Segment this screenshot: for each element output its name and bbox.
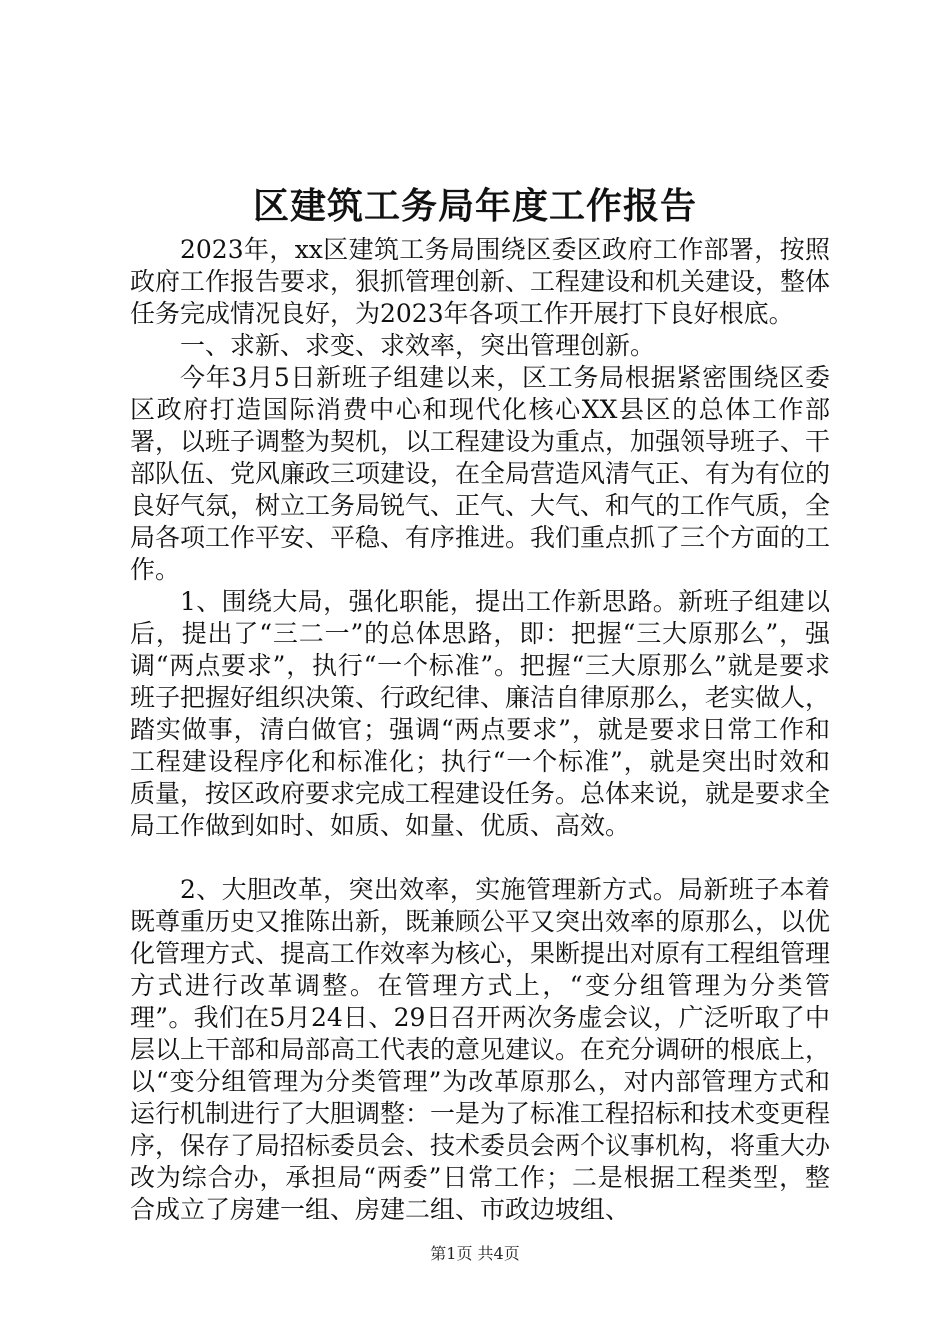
document-body	[130, 234, 830, 1226]
document-title: 区建筑工务局年度工作报告	[252, 185, 697, 227]
paragraph-item-2: 2、大胆改革，突出效率，实施管理新方式。局新班子本着既尊重历史又推陈出新，既兼顾公平又突出效率的原那么，以优化管理方式、提高工作效率为核心，果断提出对原有工程组管理方式进行改革调整。在管理方式上，“变分组管理为分类管理”。我们在5月24日、29日召开两次务虚会议，广泛听取了中层以上干部和局部高工代表的意见建议。在充分调研的根底上，以“变分组管理为分类管理”为改革原那么，对内部管理方式和运行机制进行了大胆调整：一是为了标准工程招标和技术变更程序，保存了局招标委员会、技术委员会两个议事机构，将重大办改为综合办，承担局“两委”日常工作；二是根据工程类型，整合成立了房建一组、房建二组、市政边坡组、	[130, 875, 831, 1224]
paragraph-section-heading: 一、求新、求变、求效率，突出管理创新。	[180, 331, 656, 360]
page-number-footer: 第1页 共4页	[430, 1244, 520, 1263]
paragraph-intro: 2023年，xx区建筑工务局围绕区委区政府工作部署，按照政府工作报告要求，狠抓管理创新、工程建设和机关建设，整体任务完成情况良好，为2023年各项工作开展打下良好根底。	[130, 235, 831, 328]
paragraph-overview: 今年3月5日新班子组建以来，区工务局根据紧密围绕区委区政府打造国际消费中心和现代化核心XX县区的总体工作部署，以班子调整为契机，以工程建设为重点，加强领导班子、干部队伍、党风廉政三项建设，在全局营造风清气正、有为有位的良好气氛，树立工务局锐气、正气、大气、和气的工作气质，全局各项工作平安、平稳、有序推进。我们重点抓了三个方面的工作。	[130, 363, 831, 584]
paragraph-item-1: 1、围绕大局，强化职能，提出工作新思路。新班子组建以后，提出了“三二一”的总体思路，即：把握“三大原那么”，强调“两点要求”，执行“一个标准”。把握“三大原那么”就是要求班子把握好组织决策、行政纪律、廉洁自律原那么，老实做人，踏实做事，清白做官；强调“两点要求”，就是要求日常工作和工程建设程序化和标准化；执行“一个标准”，就是突出时效和质量，按区政府要求完成工程建设任务。总体来说，就是要求全局工作做到如时、如质、如量、优质、高效。	[130, 587, 831, 840]
